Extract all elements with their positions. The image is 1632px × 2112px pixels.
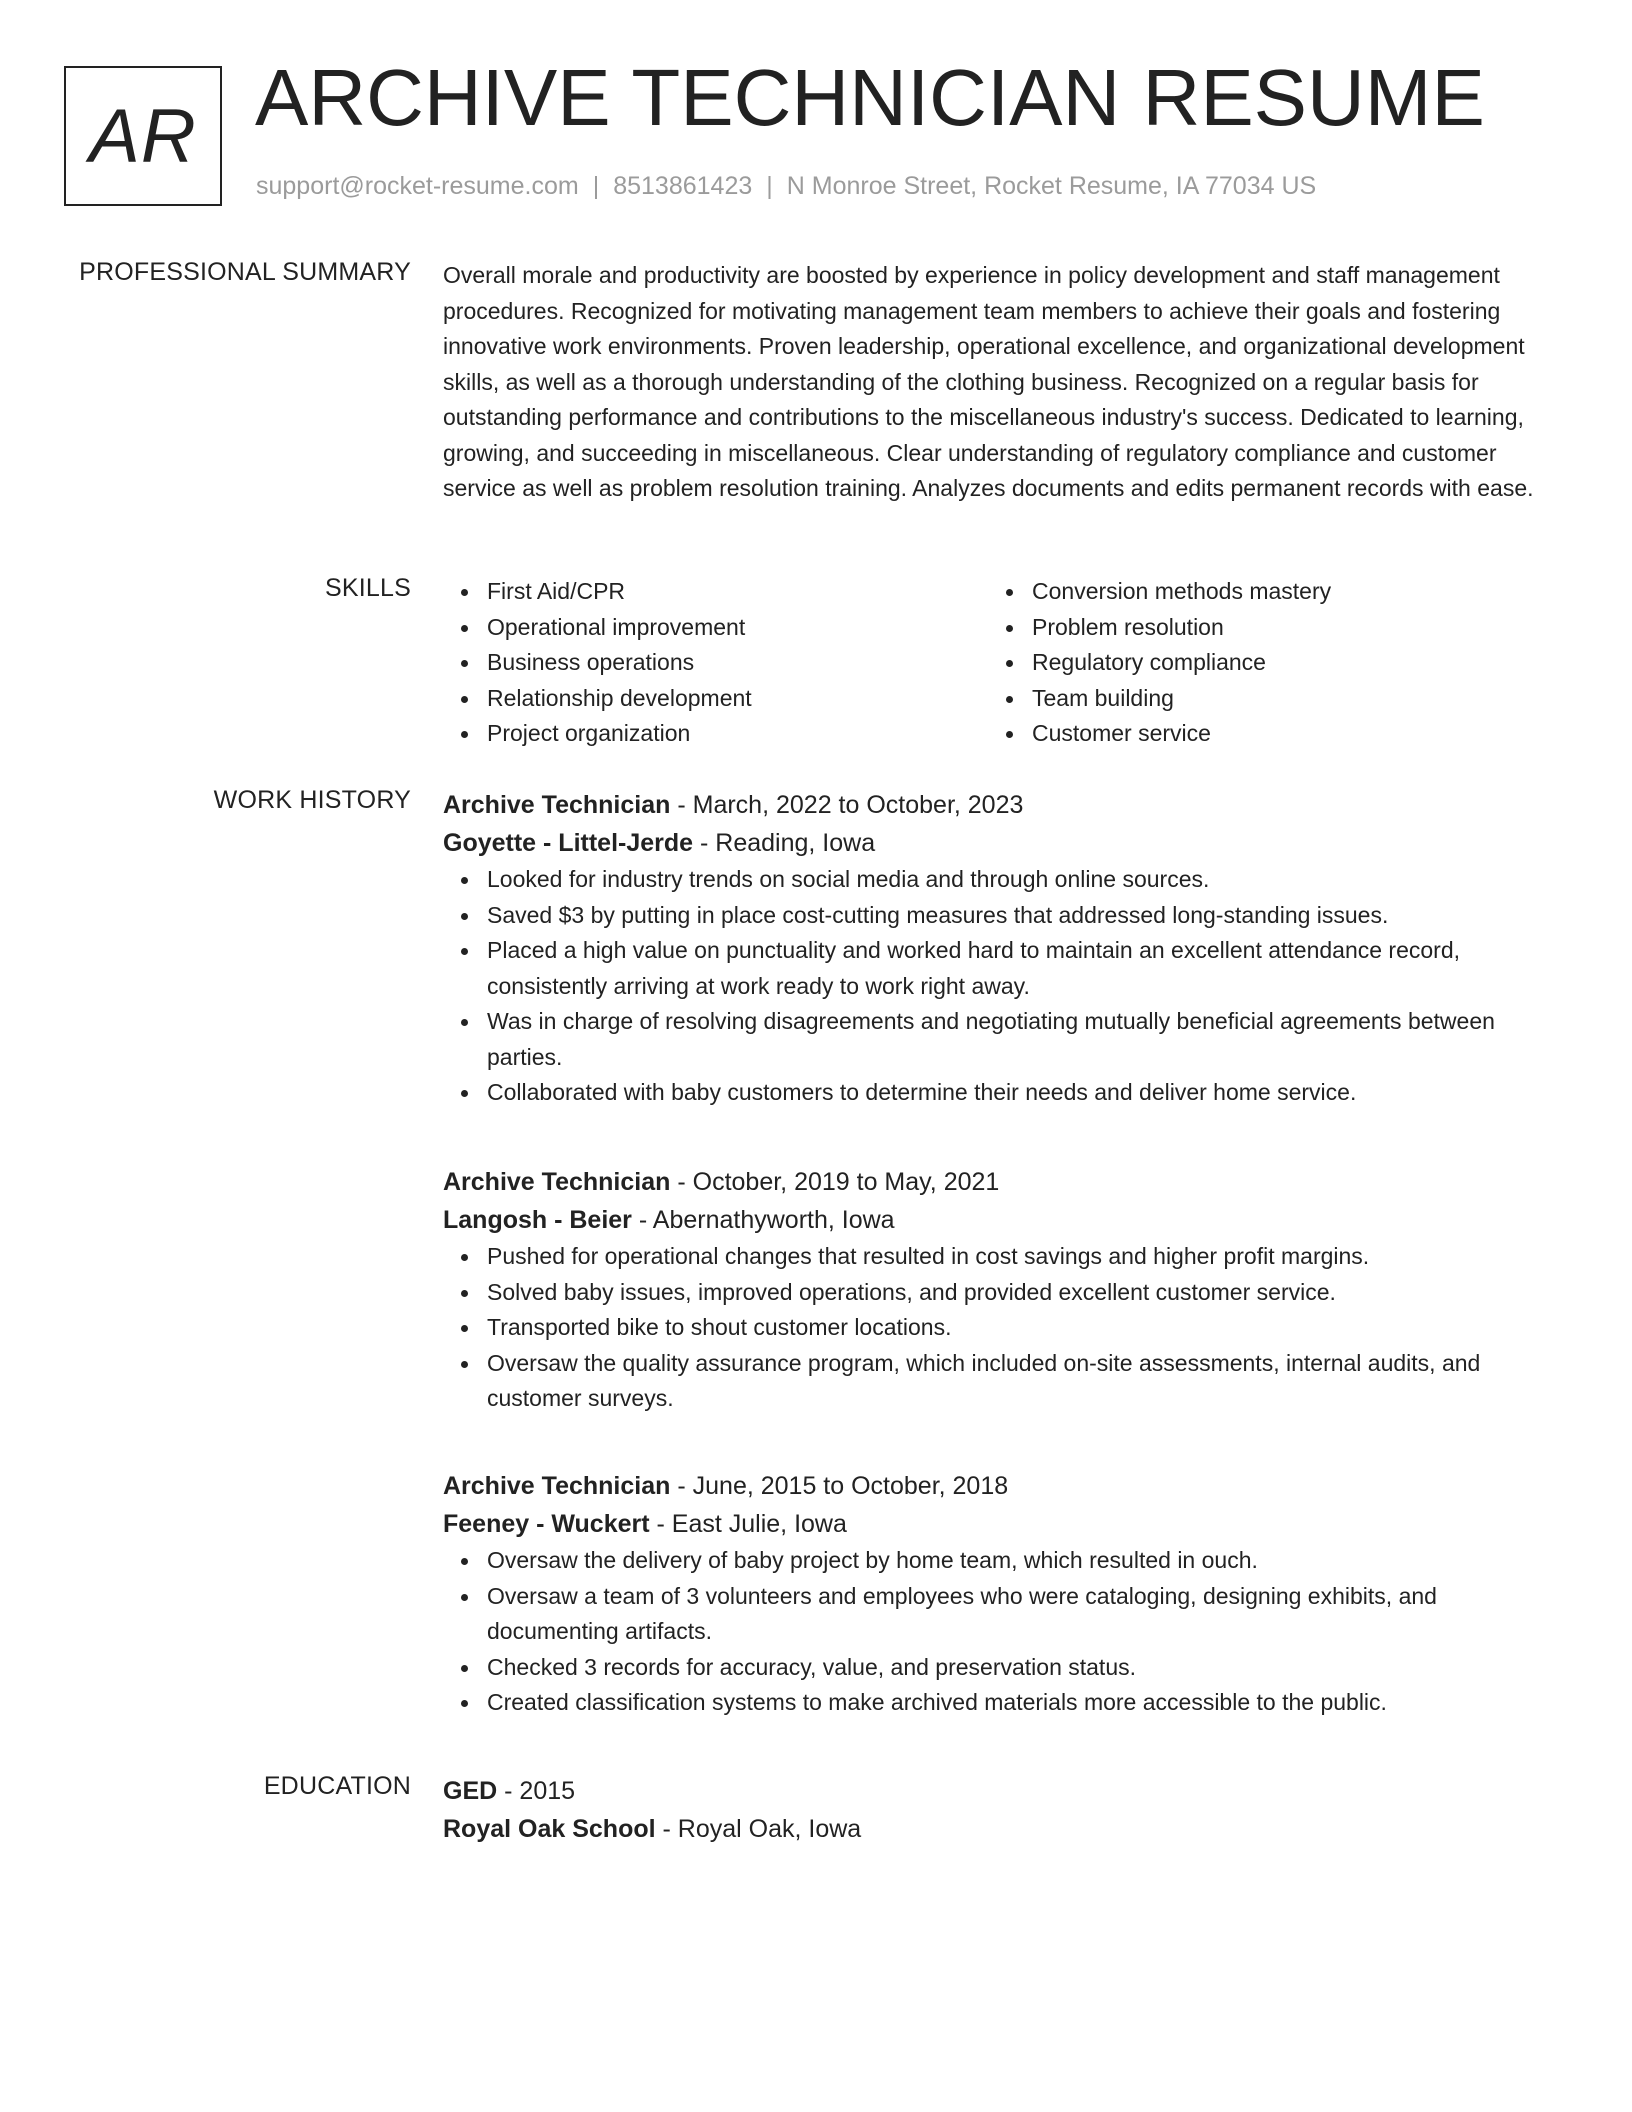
education-location: - Royal Oak, Iowa xyxy=(662,1815,862,1843)
job-duties xyxy=(443,1543,1563,1721)
page-title: ARCHIVE TECHNICIAN RESUME xyxy=(255,53,1485,142)
job-entry xyxy=(443,786,1563,1111)
monogram-badge xyxy=(64,66,222,206)
skill-item: Conversion methods mastery xyxy=(1032,574,1533,610)
skill-item: Business operations xyxy=(487,645,988,681)
summary-heading: PROFESSIONAL SUMMARY xyxy=(79,258,411,286)
contact-address: N Monroe Street, Rocket Resume, IA 77034 US xyxy=(786,172,1317,200)
job-location: - Reading, Iowa xyxy=(700,829,876,857)
job-dates: - October, 2019 to May, 2021 xyxy=(677,1168,1000,1196)
contact-email[interactable]: support@rocket-resume.com xyxy=(256,172,579,200)
job-company: Feeney - Wuckert xyxy=(443,1510,650,1538)
job-location: - East Julie, Iowa xyxy=(656,1510,847,1538)
job-entry xyxy=(443,1467,1563,1721)
education-degree: GED xyxy=(443,1777,498,1805)
education-body xyxy=(443,1772,1563,1848)
education-heading: EDUCATION xyxy=(263,1772,411,1800)
job-duty: Created classification systems to make archived materials more accessible to the public. xyxy=(487,1685,1563,1721)
summary-text: Overall morale and productivity are boosted by experience in policy development and staff management procedures. Recognized for motivating management team members to achieve their goals and fostering innovative work environments. Proven leadership, operational excellence, and organizational development skills, as well as a thorough understanding of the clothing business. Recognized on a regular basis for outstanding performance and contributions to the miscellaneous industry's success. Dedicated to learning, growing, and succeeding in miscellaneous. Clear understanding of regulatory compliance and customer service as well as problem resolution training. Analyzes documents and edits permanent records with ease. xyxy=(443,262,1534,501)
contact-phone[interactable]: 8513861423 xyxy=(613,172,753,200)
job-duty: Oversaw the delivery of baby project by home team, which resulted in ouch. xyxy=(487,1543,1563,1579)
skills-column-left xyxy=(443,574,988,752)
work-history-heading: WORK HISTORY xyxy=(213,786,411,814)
summary-body xyxy=(443,258,1563,507)
job-dates: - June, 2015 to October, 2018 xyxy=(677,1472,1009,1500)
skill-item: Operational improvement xyxy=(487,610,988,646)
job-duty: Solved baby issues, improved operations, and provided excellent customer service. xyxy=(487,1275,1563,1311)
skills-column-right xyxy=(988,574,1533,752)
education-school-line xyxy=(443,1810,1563,1848)
skills-list xyxy=(443,574,1563,752)
job-title: Archive Technician xyxy=(443,1168,671,1196)
skill-item: Customer service xyxy=(1032,716,1533,752)
contact-separator: | xyxy=(592,172,600,200)
skill-item: Project organization xyxy=(487,716,988,752)
skill-item: Team building xyxy=(1032,681,1533,717)
contact-separator: | xyxy=(766,172,773,200)
job-duty: Looked for industry trends on social media and through online sources. xyxy=(487,862,1563,898)
job-duty: Transported bike to shout customer locations. xyxy=(487,1310,1563,1346)
job-duty: Oversaw the quality assurance program, which included on-site assessments, internal audits, and customer surveys. xyxy=(487,1346,1563,1417)
job-duty: Pushed for operational changes that resulted in cost savings and higher profit margins. xyxy=(487,1239,1563,1275)
job-title: Archive Technician xyxy=(443,1472,671,1500)
job-company-line xyxy=(443,1505,1563,1543)
education-year: - 2015 xyxy=(504,1777,576,1805)
job-duty: Collaborated with baby customers to determine their needs and deliver home service. xyxy=(487,1075,1563,1111)
job-entry xyxy=(443,1163,1563,1417)
skill-item: Relationship development xyxy=(487,681,988,717)
job-title-line xyxy=(443,786,1563,824)
job-duty: Saved $3 by putting in place cost-cutting measures that addressed long-standing issues. xyxy=(487,898,1563,934)
job-duty: Oversaw a team of 3 volunteers and employees who were cataloging, designing exhibits, and documenting artifacts. xyxy=(487,1579,1563,1650)
job-duty: Checked 3 records for accuracy, value, and preservation status. xyxy=(487,1650,1563,1686)
job-company: Goyette - Littel-Jerde xyxy=(443,829,694,857)
job-title-line xyxy=(443,1163,1563,1201)
education-degree-line xyxy=(443,1772,1563,1810)
job-duty: Was in charge of resolving disagreements and negotiating mutually beneficial agreements between parties. xyxy=(487,1004,1563,1075)
monogram-initials: AR xyxy=(89,93,197,179)
contact-line xyxy=(256,172,1316,201)
skill-item: Problem resolution xyxy=(1032,610,1533,646)
education-school: Royal Oak School xyxy=(443,1815,656,1843)
job-location: - Abernathyworth, Iowa xyxy=(638,1206,895,1234)
skill-item: First Aid/CPR xyxy=(487,574,988,610)
job-company-line xyxy=(443,824,1563,862)
job-duty: Placed a high value on punctuality and worked hard to maintain an excellent attendance record, consistently arriving at work ready to work right away. xyxy=(487,933,1563,1004)
skills-heading: SKILLS xyxy=(325,574,411,602)
job-dates: - March, 2022 to October, 2023 xyxy=(677,791,1024,819)
job-company-line xyxy=(443,1201,1563,1239)
job-duties xyxy=(443,862,1563,1111)
job-company: Langosh - Beier xyxy=(443,1206,632,1234)
skill-item: Regulatory compliance xyxy=(1032,645,1533,681)
job-title: Archive Technician xyxy=(443,791,671,819)
job-duties xyxy=(443,1239,1563,1417)
job-title-line xyxy=(443,1467,1563,1505)
